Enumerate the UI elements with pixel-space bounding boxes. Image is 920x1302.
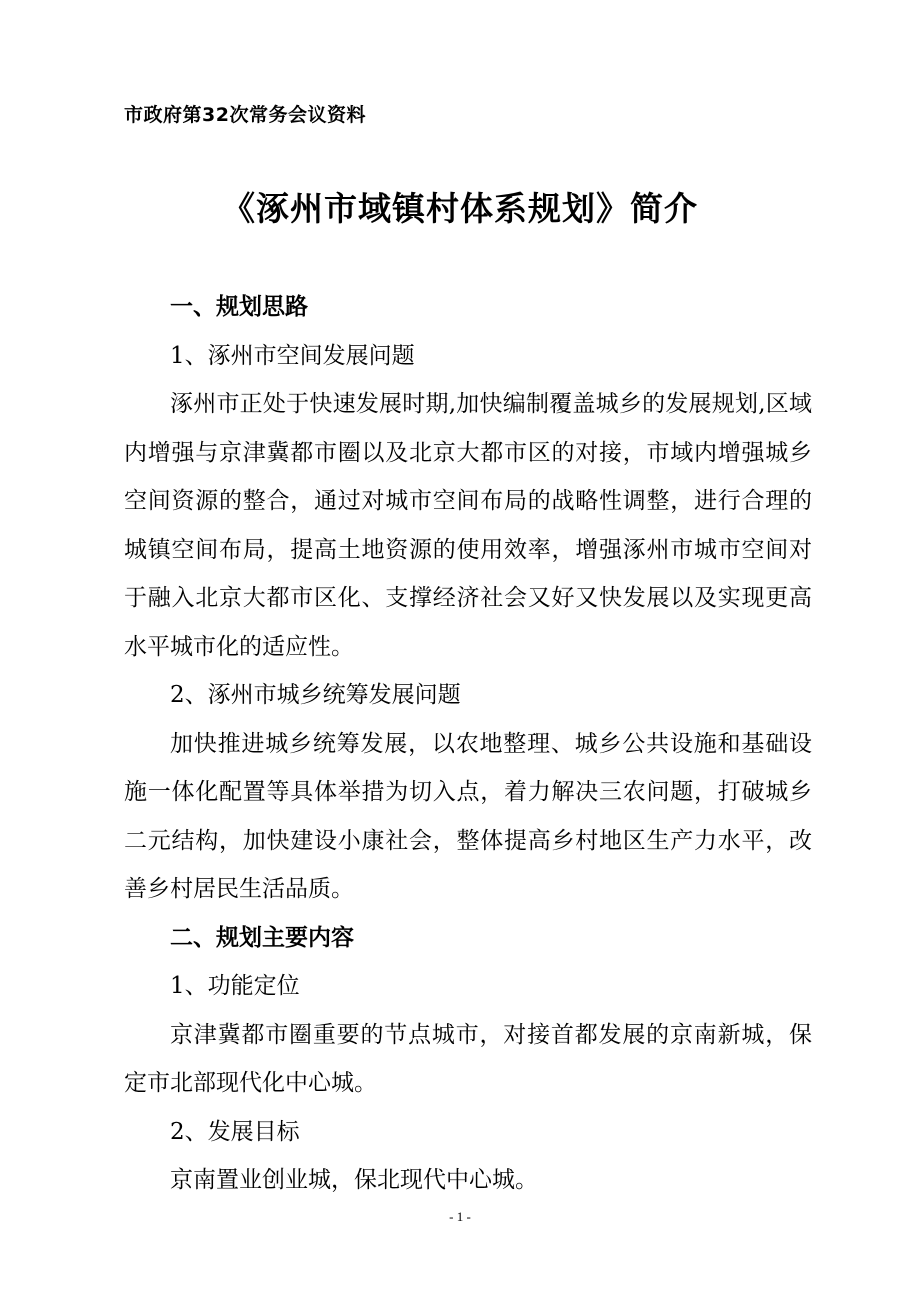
document-title: 《涿州市域镇村体系规划》简介 (222, 189, 698, 228)
subheading-urban-rural-integration: 2、涿州市城乡统筹发展问题 (170, 682, 461, 708)
meeting-note: 市政府第32次常务会议资料 (124, 104, 366, 126)
paragraph-spatial-development: 涿州市正处于快速发展时期,加快编制覆盖城乡的发展规划,区域内增强与京津冀都市圈以及北京大都市区的对接，市域内增强城乡空间资源的整合，通过对城市空间布局的战略性调整，进行合理的城镇空间布局，提高土地资源的使用效率，增强涿州市城市空间对于融入北京大都市区化、支撑经济社会又好又快发展以及实现更高水平城市化的适应性。 (124, 391, 812, 660)
subheading-spatial-development: 1、涿州市空间发展问题 (170, 342, 415, 369)
subheading-development-goal: 2、发展目标 (170, 1118, 300, 1145)
paragraph-function-positioning: 京津冀都市圈重要的节点城市，对接首都发展的京南新城，保定市北部现代化中心城。 (124, 1021, 812, 1096)
subheading-function-positioning: 1、功能定位 (170, 973, 300, 999)
section-heading-planning-approach: 一、规划思路 (170, 294, 308, 320)
paragraph-urban-rural-integration: 加快推进城乡统筹发展，以农地整理、城乡公共设施和基础设施一体化配置等具体举措为切入点，着力解决三农问题，打破城乡二元结构，加快建设小康社会，整体提高乡村地区生产力水平，改善乡村居民生活品质。 (124, 730, 812, 902)
page-number: - 1 - (449, 1209, 471, 1224)
section-heading-main-content: 二、规划主要内容 (170, 924, 354, 951)
document-body (124, 283, 812, 1205)
paragraph-development-goal: 京南置业创业城，保北现代中心城。 (170, 1167, 538, 1193)
